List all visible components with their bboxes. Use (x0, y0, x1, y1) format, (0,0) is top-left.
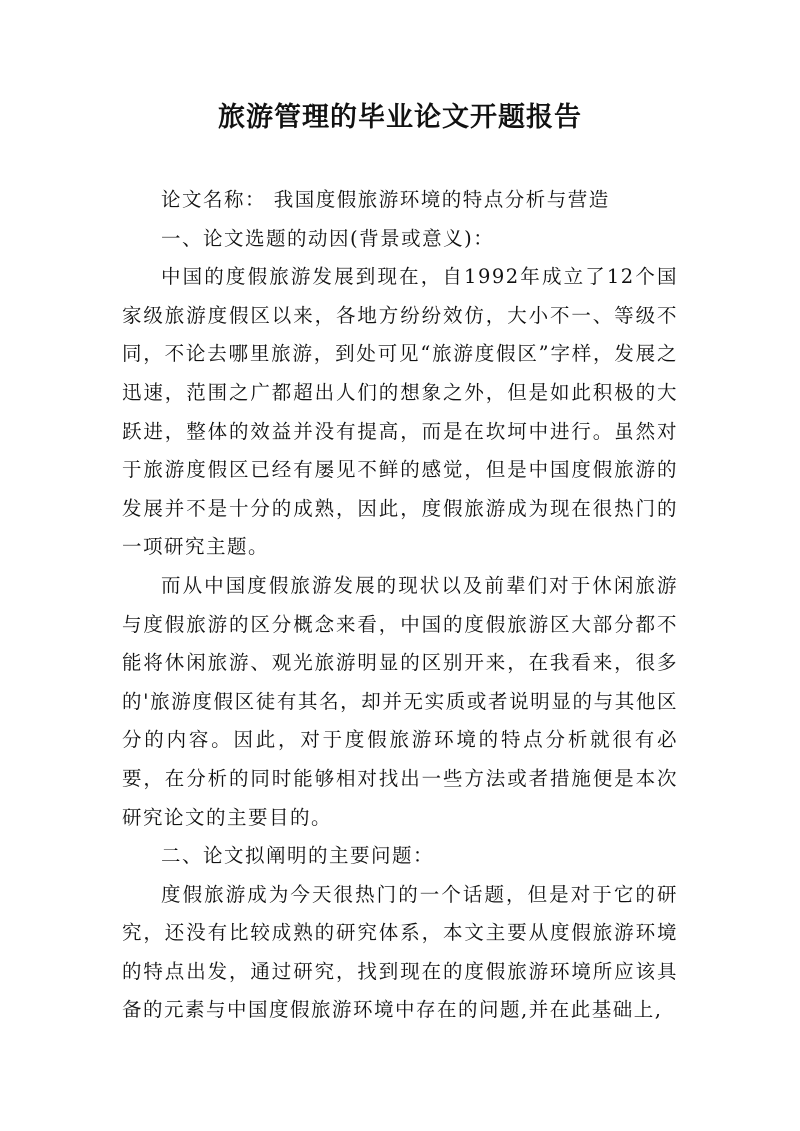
document-title: 旅游管理的毕业论文开题报告 (218, 102, 582, 133)
body-paragraph: 中国的度假旅游发展到现在，自1992年成立了12个国家级旅游度假区以来，各地方纷纷效仿，大小不一、等级不同，不论去哪里旅游，到处可见“旅游度假区”字样，发展之迅速，范围之广都超出人们的想象之外，但是如此积极的大跃进，整体的效益并没有提高，而是在坎坷中进行。虽然对于旅游度假区已经有屡见不鲜的感觉，但是中国度假旅游的发展并不是十分的成熟，因此，度假旅游成为现在很热门的一项研究主题。 (122, 265, 678, 559)
thesis-name-line: 论文名称： 我国度假旅游环境的特点分析与营造 (161, 188, 610, 211)
section-heading-motivation: 一、论文选题的动因(背景或意义)： (161, 226, 495, 250)
document-body (122, 181, 678, 1030)
section-heading-main-issues: 二、论文拟阐明的主要问题： (161, 844, 435, 868)
body-paragraph: 而从中国度假旅游发展的现状以及前辈们对于休闲旅游与度假旅游的区分概念来看，中国的度假旅游区大部分都不能将休闲旅游、观光旅游明显的区别开来，在我看来，很多的'旅游度假区徒有其名，却并无实质或者说明显的与其他区分的内容。因此，对于度假旅游环境的特点分析就很有必要，在分析的同时能够相对找出一些方法或者措施便是本次研究论文的主要目的。 (122, 573, 678, 829)
body-paragraph: 度假旅游成为今天很热门的一个话题，但是对于它的研究，还没有比较成熟的研究体系，本文主要从度假旅游环境的特点出发，通过研究，找到现在的度假旅游环境所应该具备的元素与中国度假旅游环境中存在的问题,并在此基础上, (122, 882, 678, 1022)
